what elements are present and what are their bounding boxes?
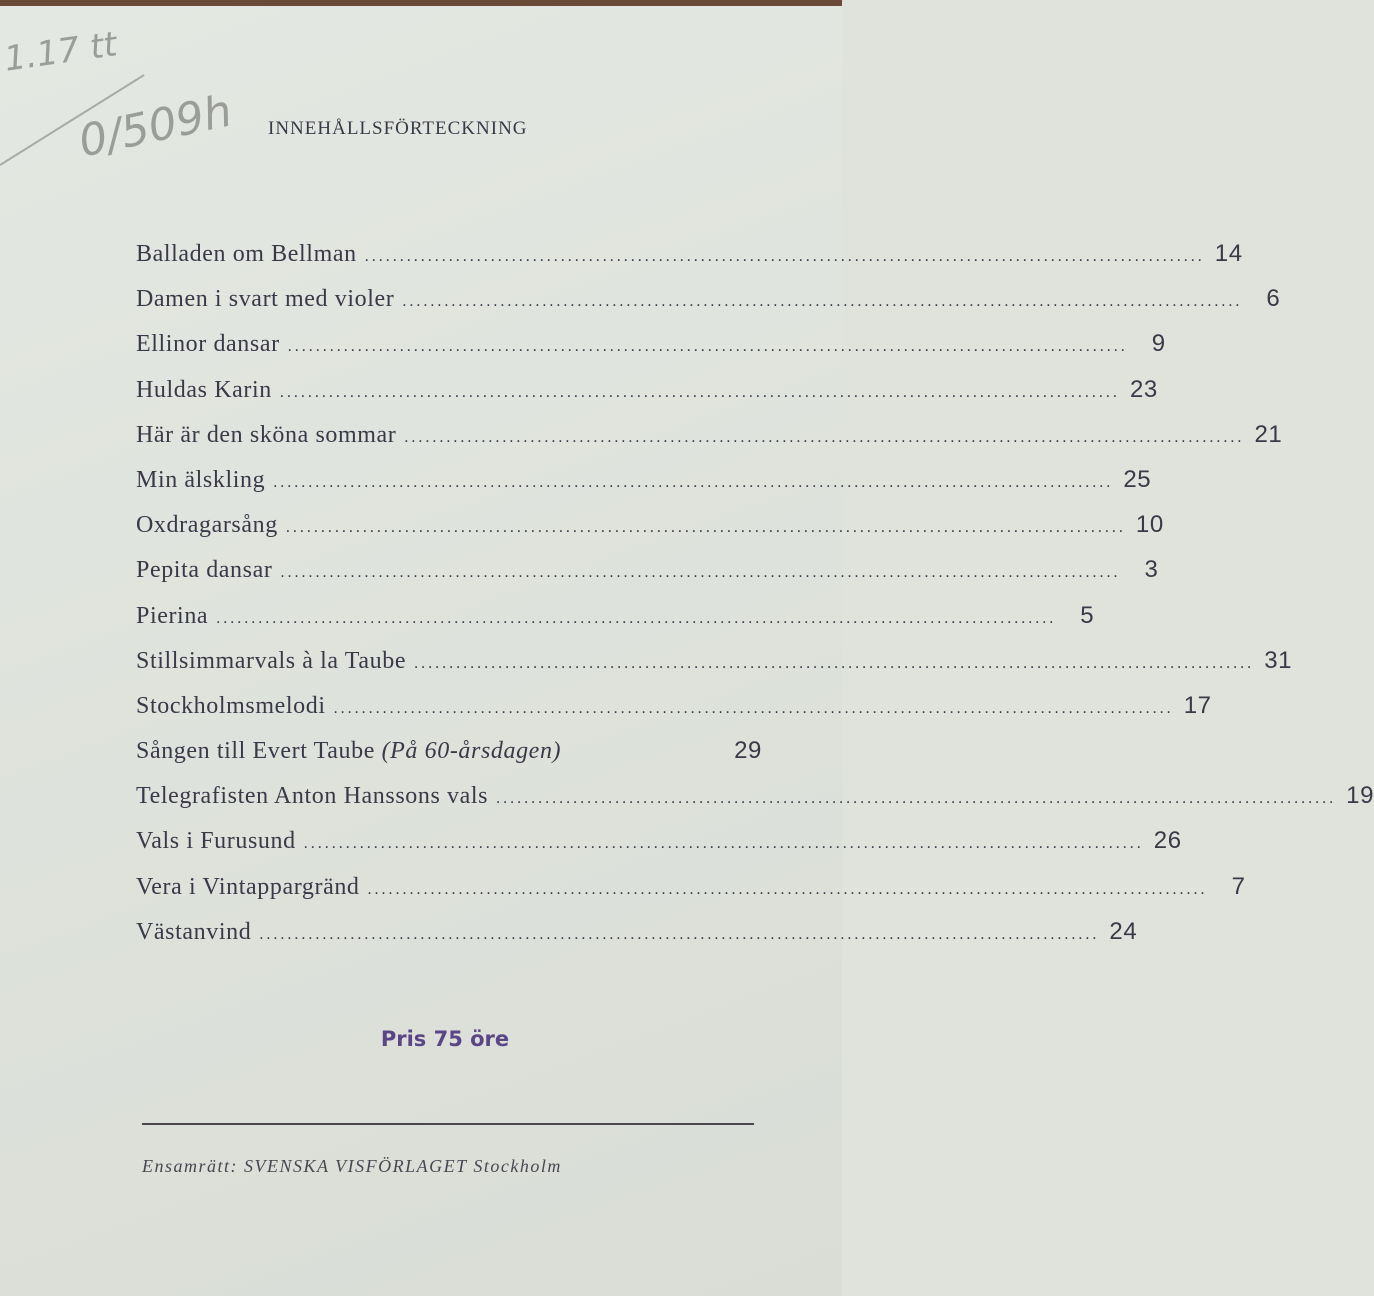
entry-title — [136, 874, 360, 901]
entry-page: 26 — [1153, 827, 1182, 855]
dot-leader: ........................................................................................................................ — [280, 564, 1121, 582]
entry-title — [136, 422, 396, 449]
entry-title-text: Balladen om Bellman — [136, 241, 357, 267]
entry-title-text: Stockholmsmelodi — [136, 692, 326, 719]
divider — [142, 1123, 754, 1125]
entry-page: 25 — [1123, 465, 1152, 493]
entry-title-text: Vera i Vintappargränd — [136, 873, 360, 900]
entry-title — [136, 603, 208, 630]
dot-leader: ........................................................................................................................ — [404, 428, 1245, 446]
entry-title-text: Vals i Furusund — [136, 828, 296, 855]
entry-title — [136, 693, 326, 720]
entry-title — [136, 286, 394, 313]
entry-title-text: Min älskling — [136, 466, 266, 493]
entry-page: 17 — [1183, 691, 1212, 719]
dot-leader: ........................................................................................................................ — [333, 699, 1174, 717]
entry-title — [136, 241, 357, 268]
toc-entry — [136, 420, 1283, 466]
entry-title-text: Västanvind — [136, 918, 252, 945]
entry-title — [136, 648, 406, 675]
entry-page: 31 — [1264, 646, 1293, 674]
entry-page: 21 — [1254, 420, 1283, 448]
page-title: INNEHÅLLSFÖRTECKNING — [268, 118, 528, 139]
toc-entry — [136, 375, 1158, 421]
price: Pris 75 öre — [380, 1027, 510, 1051]
toc-entry — [136, 285, 1281, 330]
toc-entry — [136, 511, 1164, 556]
handwritten-note: 1.17 tt — [1, 24, 120, 80]
dot-leader: ........................................................................................................................ — [259, 925, 1100, 943]
entry-title-text: Damen i svart med violer — [136, 286, 395, 313]
entry-page: 19 — [1346, 782, 1374, 810]
entry-title-text: Stillsimmarvals à la Taube — [136, 647, 407, 674]
dot-leader: ........................................................................................................................ — [285, 519, 1126, 537]
toc-entry — [136, 917, 1138, 963]
dot-leader: ........................................................................................................................ — [414, 654, 1255, 672]
toc-entry — [136, 737, 762, 782]
dot-leader: ........................................................................................................................ — [402, 293, 1243, 311]
dot-leader: ........................................................................................................................ — [364, 248, 1205, 265]
dot-leader: ........................................................................................................................ — [279, 383, 1120, 401]
entry-page: 7 — [1231, 872, 1246, 900]
dot-leader: ........................................................................................................................ — [303, 835, 1144, 853]
entry-title-text: Pierina — [136, 602, 209, 629]
toc-entry — [136, 465, 1152, 511]
entry-page: 24 — [1109, 917, 1138, 945]
entry-title-text: Telegrafisten Anton Hanssons vals — [136, 783, 489, 810]
entry-title — [136, 467, 265, 494]
dot-leader: ........................................................................................................................ — [216, 609, 1057, 627]
dot-leader: ........................................................................................................................ — [273, 473, 1114, 491]
dot-leader: ........................................................................................................................ — [496, 790, 1337, 808]
handwritten-note: 0/509h — [74, 85, 237, 168]
entry-page: 14 — [1214, 240, 1243, 267]
entry-title-text: Oxdragarsång — [136, 512, 278, 539]
entry-title — [136, 377, 272, 404]
entry-page: 29 — [734, 737, 762, 765]
entry-page: 10 — [1135, 511, 1164, 539]
entry-title — [136, 331, 280, 358]
entry-page: 6 — [1266, 285, 1281, 313]
toc-entry — [136, 556, 1159, 601]
toc-entry — [136, 872, 1246, 918]
toc-entry — [136, 827, 1182, 872]
entry-title — [136, 557, 272, 584]
entry-title-text: Ellinor dansar — [136, 331, 280, 358]
entry-page: 9 — [1151, 330, 1166, 358]
toc-entry — [136, 601, 1095, 647]
entry-title — [136, 828, 296, 855]
entry-title — [136, 783, 488, 810]
dot-leader: ........................................................................................................................ — [367, 880, 1208, 898]
entry-title — [136, 512, 278, 539]
toc-entry — [136, 240, 1243, 285]
entry-page: 5 — [1080, 601, 1095, 629]
toc-entry — [136, 330, 1166, 375]
entry-page: 3 — [1144, 556, 1159, 584]
toc-entry — [136, 782, 1374, 827]
toc-entry — [136, 646, 1293, 692]
entry-subtitle: (På 60-årsdagen) — [381, 738, 562, 765]
entry-title — [136, 738, 561, 765]
entry-title — [136, 919, 251, 946]
entry-page: 23 — [1129, 375, 1158, 403]
entry-title-text: Huldas Karin — [136, 376, 272, 403]
entry-title-text: Här är den sköna sommar — [136, 421, 397, 448]
toc-entry — [136, 691, 1212, 737]
entry-title-text: Sången till Evert Taube — [136, 738, 375, 765]
table-of-contents — [136, 240, 1374, 963]
publisher-footer: Ensamrätt: SVENSKA VISFÖRLAGET Stockholm — [142, 1156, 562, 1176]
entry-title-text: Pepita dansar — [136, 557, 273, 584]
dot-leader: ........................................................................................................................ — [287, 338, 1128, 356]
